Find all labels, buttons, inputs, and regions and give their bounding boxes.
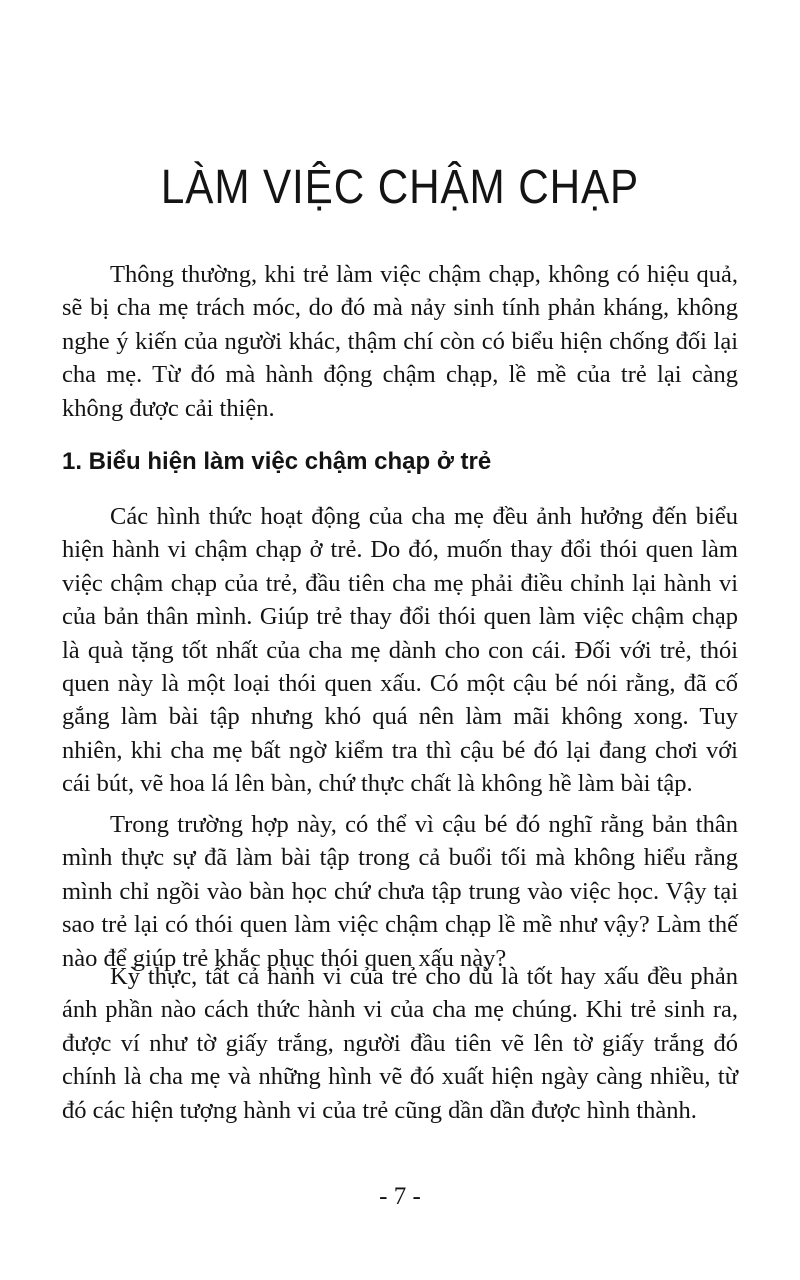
page-number: - 7 - — [379, 1183, 421, 1210]
body-paragraph-1: Các hình thức hoạt động của cha mẹ đều ảnh hưởng đến biểu hiện hành vi chậm chạp ở trẻ. Do đó, muốn thay đổi thói quen làm việc chậm chạp của trẻ, đầu tiên cha mẹ phải điều chỉnh lại hành vi của bản thân mình. Giúp trẻ thay đổi thói quen làm việc chậm chạp là quà tặng tốt nhất của cha mẹ dành cho con cái. Đối với trẻ, thói quen này là một loại thói quen xấu. Có một cậu bé nói rằng, đã cố gắng làm bài tập nhưng khó quá nên làm mãi không xong. Tuy nhiên, khi cha mẹ bất ngờ kiểm tra thì cậu bé đó lại đang chơi với cái bút, vẽ hoa lá lên bàn, chứ thực chất là không hề làm bài tập. — [62, 503, 738, 798]
chapter-title: LÀM VIỆC CHẬM CHẠP — [160, 161, 640, 214]
intro-paragraph: Thông thường, khi trẻ làm việc chậm chạp, không có hiệu quả, sẽ bị cha mẹ trách móc, do đó mà nảy sinh tính phản kháng, không nghe ý kiến của người khác, thậm chí còn có biểu hiện chống đối lại cha mẹ. Từ đó mà hành động chậm chạp, lề mề của trẻ lại càng không được cải thiện. — [62, 261, 738, 422]
body-paragraph-3: Kỳ thực, tất cả hành vi của trẻ cho dù là tốt hay xấu đều phản ánh phần nào cách thức hành vi của cha mẹ chúng. Khi trẻ sinh ra, được ví như tờ giấy trắng, người đầu tiên vẽ lên tờ giấy trắng đó chính là cha mẹ và những hình vẽ đó xuất hiện ngày càng nhiều, từ đó các hiện tượng hành vi của trẻ cũng dần dần được hình thành. — [62, 963, 738, 1124]
section-heading: 1. Biểu hiện làm việc chậm chạp ở trẻ — [62, 448, 492, 475]
body-paragraph-2: Trong trường hợp này, có thể vì cậu bé đó nghĩ rằng bản thân mình thực sự đã làm bài tập trong cả buổi tối mà không hiểu rằng mình chỉ ngồi vào bàn học chứ chưa tập trung vào việc học. Vậy tại sao trẻ lại có thói quen làm việc chậm chạp lề mề như vậy? Làm thế nào để giúp trẻ khắc phục thói quen xấu này? — [62, 811, 738, 972]
